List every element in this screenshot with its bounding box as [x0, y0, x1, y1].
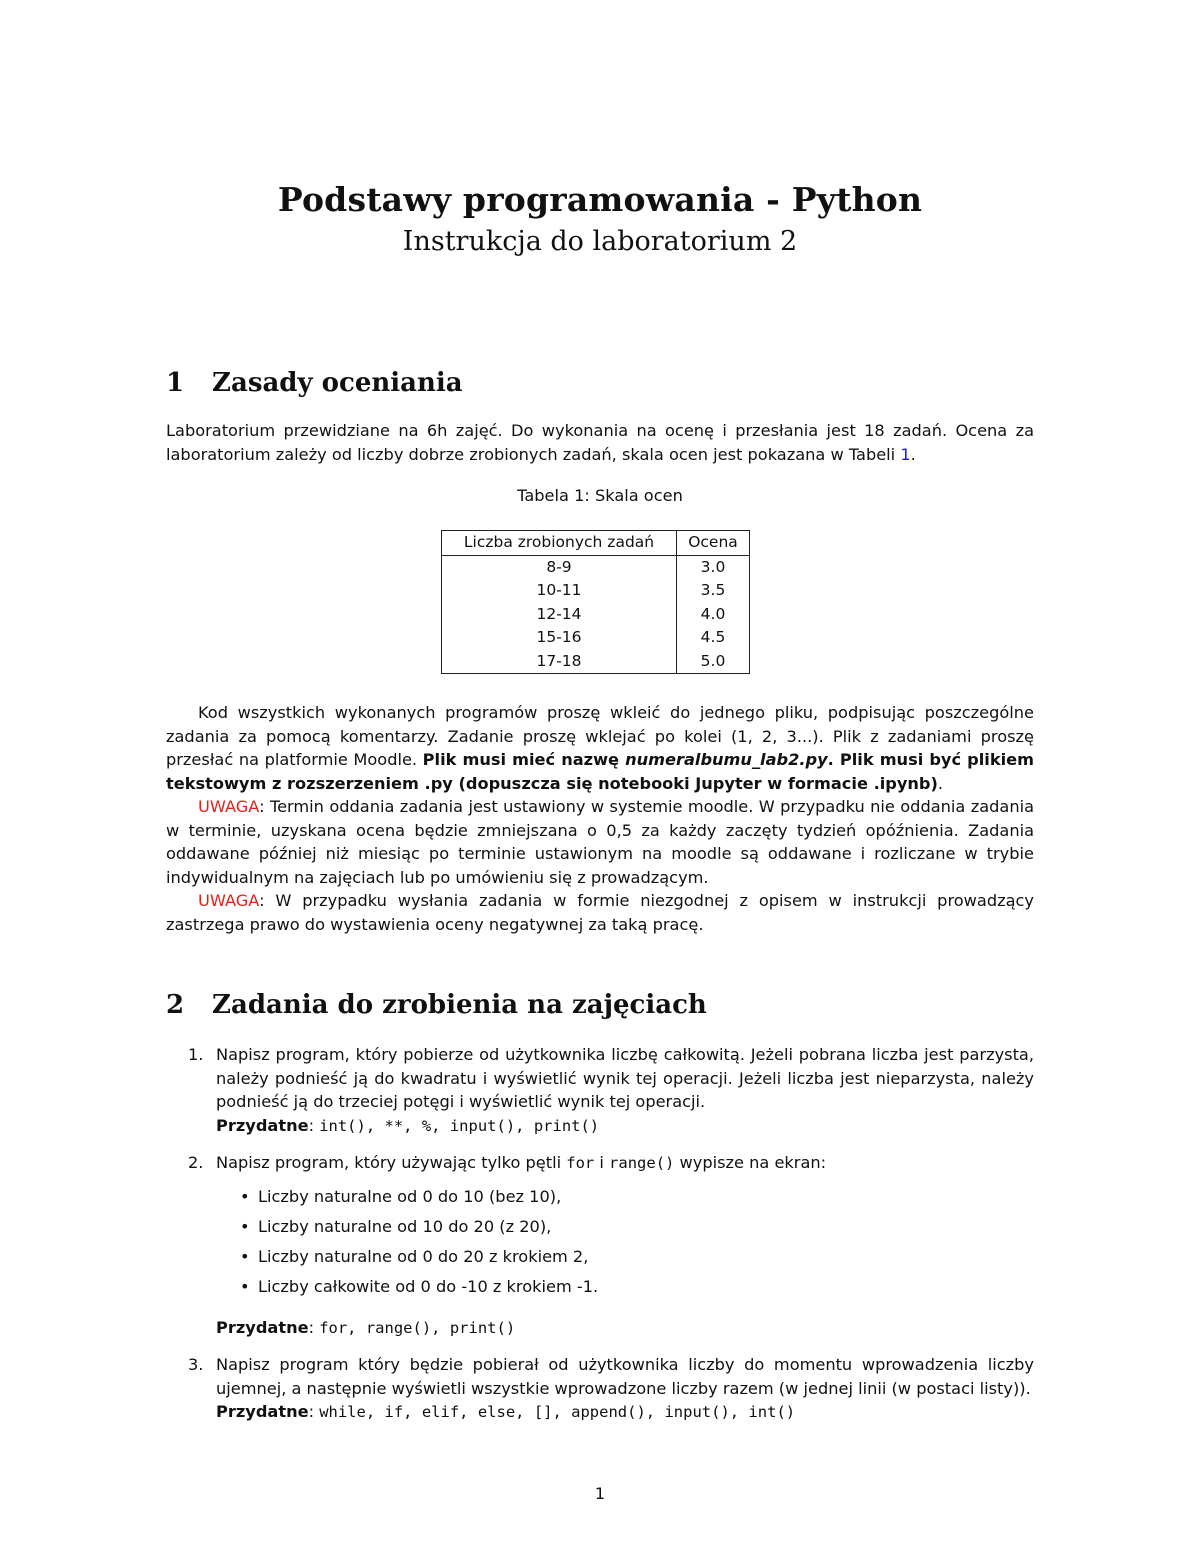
document-subtitle: Instrukcja do laboratorium 2 — [402, 226, 798, 257]
column-header-tasks: Liczba zrobionych zadań — [442, 531, 677, 556]
filename-pattern: numeralbumu_lab2.py — [625, 750, 828, 769]
list-item — [240, 1217, 551, 1236]
section-title: Zasady oceniania — [212, 368, 463, 398]
list-item-text: Liczby całkowite od 0 do -10 z krokiem -1. — [258, 1277, 599, 1296]
list-item-text: Liczby naturalne od 0 do 10 (bez 10), — [258, 1187, 562, 1206]
table-cell: 17-18 — [442, 650, 677, 674]
bullet-icon: • — [240, 1247, 250, 1266]
submission-rules-paragraph — [166, 701, 1034, 936]
useful-functions: int(), **, %, input(), print() — [319, 1116, 600, 1135]
task-1: 1. Napisz program, który pobierze od użytkownika liczbę całkowitą. Jeżeli pobrana liczba jest parzysta, należy podnieść ją do kwadratu i wyświetlić wynik tej operacji. Jeżeli liczba jest nieparzysta, należy podnieść ją do trzeciej potęgi i wyświetlić wynik tej operacji. Przydatne: int(), **, %, input(), print() — [188, 1045, 1034, 1135]
task-text: Napisz program, który używając tylko pętli — [216, 1153, 567, 1172]
task-number: 2. — [188, 1153, 204, 1172]
task-text: Napisz program, który pobierze od użytkownika liczbę całkowitą. Jeżeli pobrana liczba jest parzysta, należy podnieść ją do kwadratu i wyświetlić wynik tej operacji. Jeżeli liczba jest nieparzysta, należy podnieść ją do trzeciej potęgi i wyświetlić wynik tej operacji. — [216, 1045, 1034, 1111]
bullet-icon: • — [240, 1277, 250, 1296]
intro-end: . — [910, 444, 916, 464]
table-row — [442, 579, 750, 603]
column-header-grade: Ocena — [677, 531, 750, 556]
task-text: Napisz program który będzie pobierał od użytkownika liczby do momentu wprowadzenia liczby ujemnej, a następnie wyświetli wszystkie wprowadzone liczby razem (w jednej linii (w postaci listy)). — [216, 1355, 1034, 1398]
submission-text: Kod wszystkich wykonanych programów proszę wkleić do jednego pliku, podpisując poszczególne zadania za pomocą komentarzy. Zadanie proszę wklejać po kolei (1, 2, 3...). Plik z zadaniami proszę przesłać na platformie Moodle. — [166, 703, 1034, 769]
useful-functions: while, if, elif, else, [], append(), input(), int() — [319, 1403, 796, 1421]
list-item — [240, 1277, 598, 1296]
useful-label: Przydatne — [216, 1402, 309, 1421]
table-cell: 12-14 — [442, 603, 677, 627]
list-item-text: Liczby naturalne od 10 do 20 (z 20), — [258, 1217, 552, 1236]
page-number: 1 — [594, 1484, 606, 1503]
table-row — [442, 555, 750, 579]
section-1-heading — [166, 368, 463, 398]
submission-end: . — [937, 773, 944, 793]
useful-label: Przydatne — [216, 1318, 309, 1337]
task-number: 1. — [188, 1045, 204, 1064]
intro-text: Laboratorium przewidziane na 6h zajęć. Do wykonania na ocenę i przesłania jest 18 zadań. Ocena za laboratorium zależy od liczby dobrze zrobionych zadań, skala ocen jest pokazana w Tabeli — [166, 421, 1034, 464]
filename-requirement: Plik musi mieć nazwę — [422, 750, 626, 769]
table-header-row — [442, 531, 750, 556]
table-cell: 4.0 — [677, 603, 750, 627]
warning-label: UWAGA — [198, 891, 260, 910]
table-cell: 4.5 — [677, 626, 750, 650]
list-item-text: Liczby naturalne od 0 do 20 z krokiem 2, — [258, 1247, 589, 1266]
list-item — [240, 1187, 561, 1206]
table-cell: 3.0 — [677, 555, 750, 579]
warning-label: UWAGA — [198, 797, 260, 816]
code-keyword: for — [566, 1154, 595, 1172]
table-reference-link[interactable]: 1 — [900, 444, 911, 464]
section-2-heading — [166, 990, 707, 1020]
useful-functions: for, range(), print() — [319, 1319, 516, 1337]
task-2 — [188, 1151, 1034, 1176]
section-title: Zadania do zrobienia na zajęciach — [212, 990, 707, 1020]
table-caption: Tabela 1: Skala ocen — [517, 486, 683, 505]
table-cell: 8-9 — [442, 555, 677, 579]
task-number: 3. — [188, 1355, 204, 1374]
file-format-requirement: . Plik musi być plikiem tekstowym z rozszerzeniem .py (dopuszcza się notebooki Jupyter w formacie .ipynb) — [166, 750, 1035, 793]
section-number: 2 — [166, 990, 185, 1020]
bullet-icon: • — [240, 1187, 250, 1206]
task-3: 3. Napisz program który będzie pobierał od użytkownika liczby do momentu wprowadzenia liczby ujemnej, a następnie wyświetli wszystkie wprowadzone liczby razem (w jednej linii (w postaci listy)). Przydatne: while, if, elif, else, [], append(), input(), int() — [188, 1355, 1034, 1421]
table-cell: 5.0 — [677, 650, 750, 674]
list-item — [240, 1247, 588, 1266]
useful-label: Przydatne — [216, 1115, 309, 1135]
task-2-useful: Przydatne: for, range(), print() — [216, 1318, 516, 1337]
task-text: wypisze na ekran: — [674, 1153, 827, 1172]
format-warning: : W przypadku wysłania zadania w formie niezgodnej z opisem w instrukcji prowadzący zastrzega prawo do wystawienia oceny negatywnej za taką pracę. — [166, 891, 1034, 934]
table-row — [442, 626, 750, 650]
grading-intro-paragraph — [166, 419, 1034, 466]
table-cell: 15-16 — [442, 626, 677, 650]
table-row — [442, 603, 750, 627]
table-row — [442, 650, 750, 674]
section-number: 1 — [166, 368, 185, 398]
task-text: i — [594, 1153, 610, 1172]
code-keyword: range() — [609, 1154, 675, 1172]
deadline-warning: : Termin oddania zadania jest ustawiony w systemie moodle. W przypadku nie oddania zadania w terminie, uzyskana ocena będzie zmniejszana o 0,5 za każdy zaczęty tydzień opóźnienia. Zadania oddawane później niż miesiąc po terminie ustawionym na moodle są oddawane i rozliczane w trybie indywidualnym na zajęciach lub po umówieniu się z prowadzącym. — [166, 797, 1034, 887]
document-title: Podstawy programowania - Python — [277, 180, 923, 219]
table-cell: 10-11 — [442, 579, 677, 603]
bullet-icon: • — [240, 1217, 250, 1236]
grade-scale-table — [441, 530, 750, 674]
table-cell: 3.5 — [677, 579, 750, 603]
